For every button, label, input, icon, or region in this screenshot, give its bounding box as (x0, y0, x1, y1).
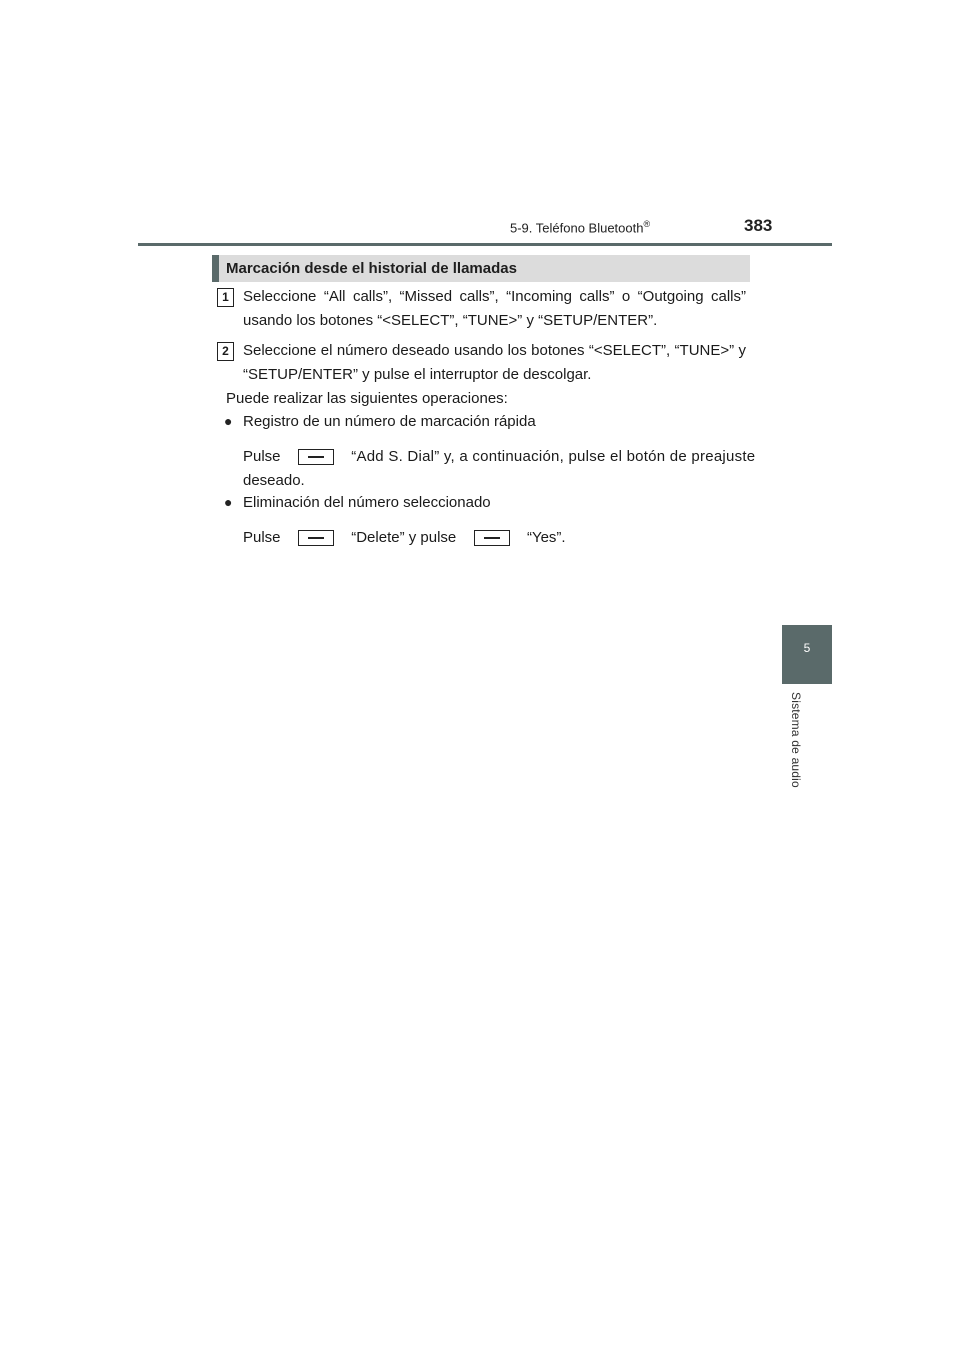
registered-mark: ® (643, 219, 651, 229)
operations-intro: Puede realizar las siguientes operaciones: (226, 390, 508, 407)
operation-2-yes: “Yes”. (526, 529, 566, 546)
chapter-title: Sistema de audio (789, 692, 803, 788)
section-heading: Marcación desde el historial de llamadas (212, 255, 750, 282)
operation-1-title: Registro de un número de marcación rápida (243, 413, 536, 430)
preset-button-icon (298, 530, 334, 546)
operation-2-delete: “Delete” y pulse (351, 529, 457, 546)
operation-1-pulse: Pulse (243, 448, 281, 465)
operation-1-action: “Add S. Dial” y, a continuación, pulse el botón de preajuste (351, 448, 756, 465)
bullet-icon: ● (224, 413, 233, 429)
header-divider (138, 243, 832, 246)
section-title-header (510, 219, 650, 235)
step-2-text: Seleccione el número deseado usando los botones “<SELECT”, “TUNE>” y “SETUP/ENTER” y pulse el interruptor de descolgar. (243, 342, 746, 383)
section-name: 5-9. Teléfono Bluetooth (510, 220, 644, 236)
operation-2-instruction (243, 526, 566, 550)
page-number: 383 (744, 216, 773, 235)
bullet-icon: ● (224, 494, 233, 510)
operation-1-continuation: deseado. (243, 472, 305, 489)
operation-2-pulse: Pulse (243, 529, 281, 546)
operation-1-instruction (243, 445, 756, 469)
chapter-number: 5 (803, 641, 811, 655)
step-badge-2: 2 (217, 342, 234, 361)
step-badge-1: 1 (217, 288, 234, 307)
preset-button-icon (298, 449, 334, 465)
preset-button-icon (474, 530, 510, 546)
step-1-text: Seleccione “All calls”, “Missed calls”, “Incoming calls” o “Outgoing calls” usando los botones “<SELECT”, “TUNE>” y “SETUP/ENTER”. (243, 288, 746, 329)
operation-2-title: Eliminación del número seleccionado (243, 494, 491, 511)
